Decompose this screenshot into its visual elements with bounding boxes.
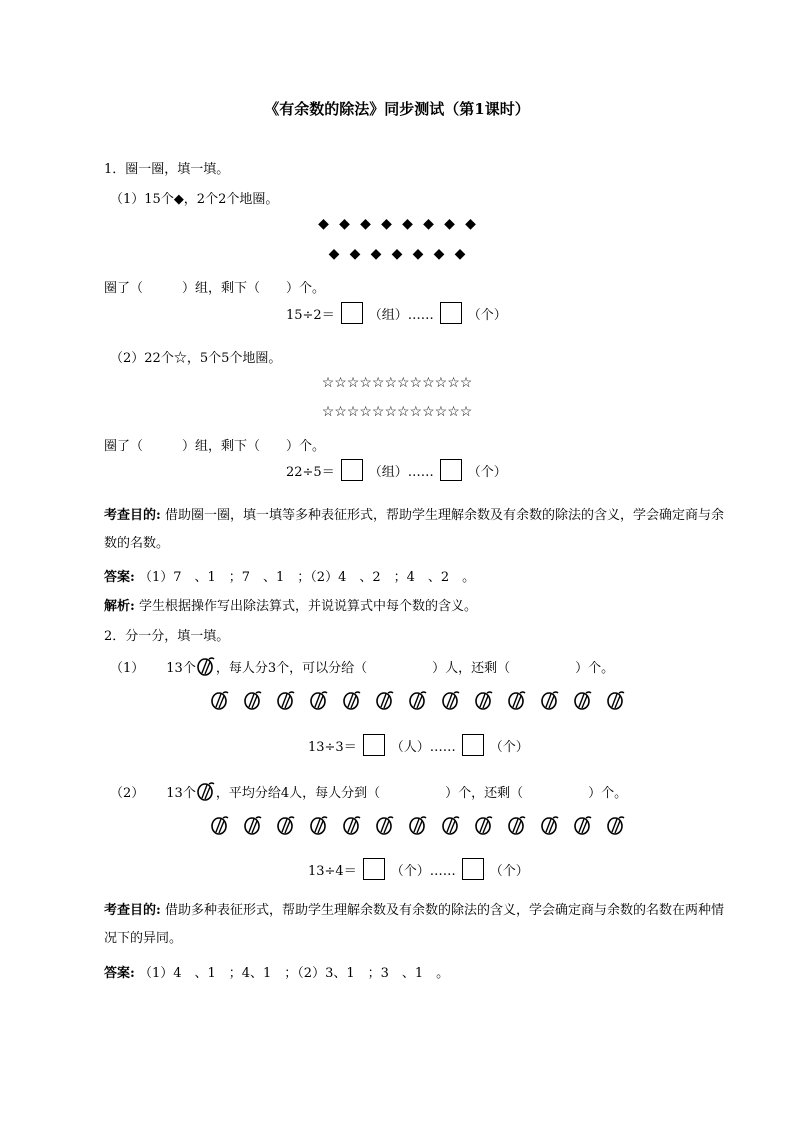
star-row-2: ☆☆☆☆☆☆☆☆☆☆☆☆ xyxy=(321,404,473,420)
answer-box[interactable] xyxy=(363,734,385,756)
q1-heading: 1．圈一圈，填一填。 xyxy=(104,162,230,177)
watermelon-icon xyxy=(342,690,362,710)
diamond-icon: ◆ xyxy=(402,216,413,232)
watermelon-icon xyxy=(375,815,395,835)
q2-heading: 2．分一分，填一填。 xyxy=(104,629,230,644)
answer-label: 答案: xyxy=(104,966,135,981)
purpose-text: 借助圈一圈，填一填等多种表征形式，帮助学生理解余数及有余数的除法的含义，学会确定商与余数的名数。 xyxy=(104,508,724,551)
watermelon-icon xyxy=(243,815,263,835)
watermelon-icon xyxy=(342,815,362,835)
answer-text: （1）4 、1 ；4、1 ；（2）3、1 ；3 、1 。 xyxy=(138,966,450,981)
q2-part1-prompt xyxy=(110,656,614,676)
diamond-icon: ◆ xyxy=(433,246,445,262)
purpose-text: 借助多种表征形式，帮助学生理解余数及有余数的除法的含义，学会确定商与余数的名数在两种情况下的异同。 xyxy=(104,903,724,946)
watermelon-icon xyxy=(507,690,527,710)
prompt-suffix: ，平均分给4人，每人分到（ ）个，还剩（ ）个。 xyxy=(215,785,628,801)
watermelon-icon xyxy=(408,815,428,835)
diamond-row-2 xyxy=(0,246,794,262)
equation-middle: （组）…… xyxy=(368,307,434,323)
watermelon-icon xyxy=(573,690,593,710)
watermelon-icon xyxy=(408,690,428,710)
q1-analysis xyxy=(104,595,477,614)
watermelon-icon xyxy=(540,690,560,710)
diamond-row-1 xyxy=(0,216,794,232)
watermelon-icon xyxy=(276,690,296,710)
diamond-icon: ◆ xyxy=(349,246,361,262)
equation-right: （个） xyxy=(467,464,507,480)
q1-part1-fill: 圈了（ ）组，剩下（ ）个。 xyxy=(104,281,326,296)
diamond-icon: ◆ xyxy=(328,246,340,262)
watermelon-icon xyxy=(210,690,230,710)
q1-part1-prompt: （1）15个◆，2个2个地圈。 xyxy=(110,192,279,207)
diamond-icon: ◆ xyxy=(370,246,382,262)
q2-part1-equation xyxy=(308,734,529,756)
watermelon-icon xyxy=(196,656,216,676)
watermelon-icon xyxy=(606,815,626,835)
equation-middle: （人）…… xyxy=(390,739,456,755)
equation-left: 13÷3＝ xyxy=(308,739,357,755)
answer-box[interactable] xyxy=(363,858,385,880)
answer-box[interactable] xyxy=(462,858,484,880)
diamond-icon: ◆ xyxy=(423,216,434,232)
prompt-suffix: ，每人分3个，可以分给（ ）人，还剩（ ）个。 xyxy=(215,660,615,676)
page-title: 《有余数的除法》同步测试（第1课时） xyxy=(264,100,530,118)
purpose-label: 考查目的: xyxy=(104,508,161,523)
diamond-icon: ◆ xyxy=(360,216,371,232)
watermelon-row-1 xyxy=(210,690,626,710)
part-number: （1） xyxy=(110,660,145,676)
watermelon-icon xyxy=(276,815,296,835)
prompt-prefix: 13个 xyxy=(166,785,196,801)
answer-box[interactable] xyxy=(440,302,462,324)
equation-left: 22÷5＝ xyxy=(286,464,335,480)
watermelon-icon xyxy=(507,815,527,835)
q2-part2-equation xyxy=(308,858,529,880)
answer-box[interactable] xyxy=(341,302,363,324)
diamond-icon: ◆ xyxy=(339,216,350,232)
analysis-label: 解析: xyxy=(104,599,135,614)
diamond-icon: ◆ xyxy=(444,216,455,232)
watermelon-icon xyxy=(441,690,461,710)
q2-answer xyxy=(104,962,449,981)
watermelon-row-2 xyxy=(210,815,626,835)
q1-part2-fill: 圈了（ ）组，剩下（ ）个。 xyxy=(104,439,326,454)
watermelon-icon xyxy=(441,815,461,835)
equation-left: 13÷4＝ xyxy=(308,863,357,879)
equation-left: 15÷2＝ xyxy=(286,307,335,323)
star-row-1: ☆☆☆☆☆☆☆☆☆☆☆☆ xyxy=(321,375,473,391)
part-number: （2） xyxy=(110,785,145,801)
watermelon-icon xyxy=(309,690,329,710)
analysis-text: 学生根据操作写出除法算式，并说说算式中每个数的含义。 xyxy=(138,599,477,614)
watermelon-icon xyxy=(540,815,560,835)
diamond-icon: ◆ xyxy=(465,216,476,232)
watermelon-icon xyxy=(243,690,263,710)
q1-purpose xyxy=(104,502,724,558)
watermelon-icon xyxy=(210,815,230,835)
answer-box[interactable] xyxy=(440,459,462,481)
q1-part2-prompt: （2）22个☆，5个5个地圈。 xyxy=(110,351,282,366)
diamond-icon: ◆ xyxy=(412,246,424,262)
equation-middle: （个）…… xyxy=(390,863,456,879)
answer-box[interactable] xyxy=(341,459,363,481)
watermelon-icon xyxy=(606,690,626,710)
prompt-prefix: 13个 xyxy=(166,660,196,676)
diamond-icon: ◆ xyxy=(318,216,329,232)
q1-part2-equation xyxy=(286,459,507,481)
diamond-icon: ◆ xyxy=(454,246,466,262)
equation-middle: （组）…… xyxy=(368,464,434,480)
q2-part2-prompt xyxy=(110,781,627,801)
q2-purpose xyxy=(104,897,724,953)
diamond-icon: ◆ xyxy=(381,216,392,232)
q1-part1-equation xyxy=(286,302,507,324)
answer-label: 答案: xyxy=(104,570,135,585)
watermelon-icon xyxy=(573,815,593,835)
watermelon-icon xyxy=(309,815,329,835)
answer-text: （1）7 、1 ；7 、1 ；（2）4 、2 ；4 、2 。 xyxy=(138,570,476,585)
q1-answer xyxy=(104,566,475,585)
purpose-label: 考查目的: xyxy=(104,903,161,918)
equation-right: （个） xyxy=(467,307,507,323)
watermelon-icon xyxy=(474,690,494,710)
equation-right: （个） xyxy=(489,739,529,755)
watermelon-icon xyxy=(474,815,494,835)
watermelon-icon xyxy=(196,781,216,801)
equation-right: （个） xyxy=(489,863,529,879)
diamond-icon: ◆ xyxy=(391,246,403,262)
watermelon-icon xyxy=(375,690,395,710)
answer-box[interactable] xyxy=(462,734,484,756)
